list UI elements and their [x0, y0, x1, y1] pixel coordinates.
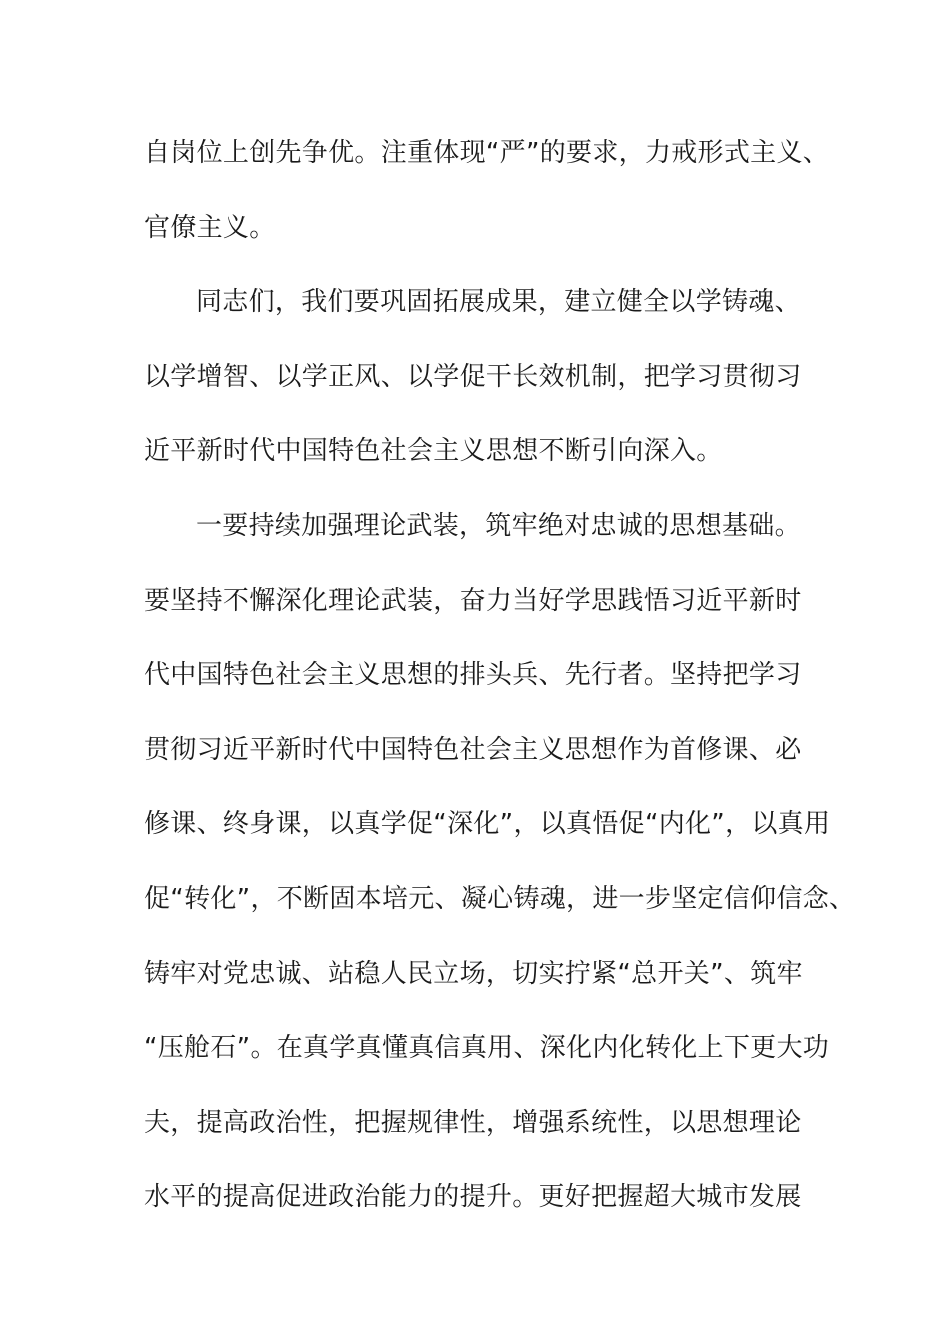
text-line: 贯彻习近平新时代中国特色社会主义思想作为首修课、必	[144, 734, 802, 765]
paragraph-start-line: 同志们，我们要巩固拓展成果，建立健全以学铸魂、	[196, 287, 801, 318]
text-line: 代中国特色社会主义思想的排头兵、先行者。坚持把学习	[144, 660, 802, 691]
text-line: 夫，提高政治性，把握规律性，增强系统性，以思想理论	[144, 1107, 802, 1138]
text-line: 促“转化”，不断固本培元、凝心铸魂，进一步坚定信仰信念、	[144, 883, 856, 914]
text-line: 官僚主义。	[144, 212, 276, 243]
body-text	[144, 127, 856, 1246]
text-line: 以学增智、以学正风、以学促干长效机制，把学习贯彻习	[144, 361, 802, 392]
paragraph-start-line: 一要持续加强理论武装，筑牢绝对忠诚的思想基础。	[196, 510, 801, 541]
text-line: “压舱石”。在真学真懂真信真用、深化内化转化上下更大功	[144, 1033, 830, 1064]
text-line: 要坚持不懈深化理论武装，奋力当好学思践悟习近平新时	[144, 585, 802, 616]
text-line: 修课、终身课，以真学促“深化”，以真悟促“内化”，以真用	[144, 809, 831, 840]
text-line: 自岗位上创先争优。注重体现“严”的要求，力戒形式主义、	[144, 138, 830, 168]
text-line: 水平的提高促进政治能力的提升。更好把握超大城市发展	[144, 1182, 802, 1213]
text-line: 近平新时代中国特色社会主义思想不断引向深入。	[144, 436, 723, 467]
text-line: 铸牢对党忠诚、站稳人民立场，切实拧紧“总开关”、筑牢	[144, 958, 803, 989]
